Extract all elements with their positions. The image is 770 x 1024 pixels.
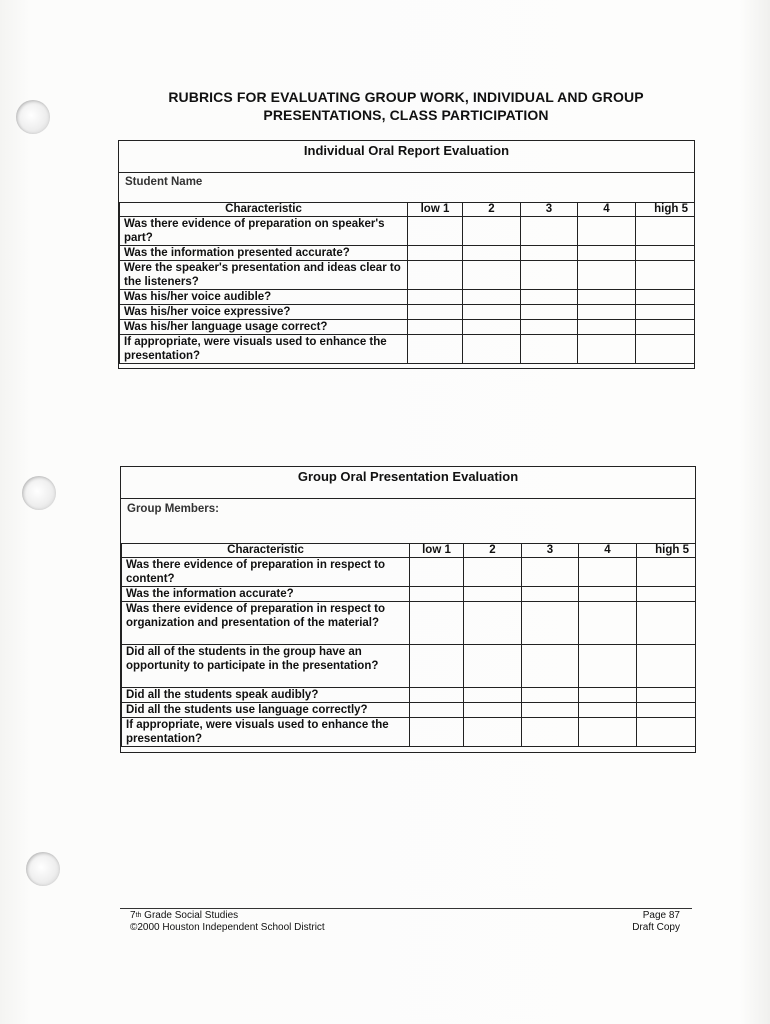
rating-cell-4[interactable] bbox=[579, 645, 637, 688]
rating-cell-1[interactable] bbox=[408, 217, 463, 246]
individual-evaluation-form bbox=[118, 140, 695, 369]
rating-cell-5[interactable] bbox=[637, 558, 696, 587]
rating-cell-5[interactable] bbox=[636, 290, 695, 305]
rating-cell-4[interactable] bbox=[578, 261, 636, 290]
rating-cell-2[interactable] bbox=[463, 335, 521, 364]
characteristic-cell: Was there evidence of preparation in respect to organization and presentation of the material? bbox=[122, 602, 410, 645]
rating-cell-2[interactable] bbox=[464, 688, 522, 703]
rating-cell-3[interactable] bbox=[522, 645, 579, 688]
table-row bbox=[120, 305, 695, 320]
group-evaluation-form bbox=[120, 466, 696, 753]
rating-cell-1[interactable] bbox=[408, 335, 463, 364]
rating-cell-2[interactable] bbox=[464, 558, 522, 587]
rating-cell-1[interactable] bbox=[408, 246, 463, 261]
rating-cell-2[interactable] bbox=[464, 645, 522, 688]
rating-cell-1[interactable] bbox=[410, 558, 464, 587]
rating-cell-1[interactable] bbox=[408, 261, 463, 290]
rating-cell-4[interactable] bbox=[578, 290, 636, 305]
footer-copyright: ©2000 Houston Independent School District bbox=[130, 922, 325, 933]
rating-cell-5[interactable] bbox=[637, 703, 696, 718]
rating-cell-1[interactable] bbox=[410, 587, 464, 602]
student-name-label: Student Name bbox=[125, 176, 203, 188]
table-row bbox=[122, 703, 696, 718]
column-header: Characteristic bbox=[122, 544, 410, 558]
table-row bbox=[122, 718, 696, 747]
rating-cell-2[interactable] bbox=[463, 261, 521, 290]
rating-cell-3[interactable] bbox=[522, 587, 579, 602]
table-row bbox=[120, 290, 695, 305]
characteristic-cell: Was his/her voice expressive? bbox=[120, 305, 408, 320]
individual-form-heading: Individual Oral Report Evaluation bbox=[303, 143, 510, 158]
rating-cell-4[interactable] bbox=[579, 602, 637, 645]
student-name-field[interactable] bbox=[219, 176, 688, 192]
rating-cell-4[interactable] bbox=[579, 558, 637, 587]
group-rubric-table bbox=[121, 543, 696, 747]
rating-cell-2[interactable] bbox=[463, 246, 521, 261]
table-row bbox=[122, 602, 696, 645]
page-title bbox=[0, 88, 770, 124]
column-header: low 1 bbox=[408, 203, 463, 217]
rating-cell-1[interactable] bbox=[410, 602, 464, 645]
characteristic-cell: If appropriate, were visuals used to enhance the presentation? bbox=[120, 335, 408, 364]
footer-right bbox=[632, 910, 680, 934]
rating-cell-2[interactable] bbox=[463, 217, 521, 246]
rating-cell-2[interactable] bbox=[464, 718, 522, 747]
column-header: Characteristic bbox=[120, 203, 408, 217]
rating-cell-5[interactable] bbox=[636, 305, 695, 320]
title-line-1: RUBRICS FOR EVALUATING GROUP WORK, INDIVIDUAL AND GROUP bbox=[168, 89, 644, 105]
column-header: 4 bbox=[579, 544, 637, 558]
characteristic-cell: Was his/her language usage correct? bbox=[120, 320, 408, 335]
characteristic-cell: Was there evidence of preparation on speaker's part? bbox=[120, 217, 408, 246]
rating-cell-4[interactable] bbox=[579, 587, 637, 602]
rating-cell-3[interactable] bbox=[522, 718, 579, 747]
rating-cell-4[interactable] bbox=[578, 305, 636, 320]
rating-cell-3[interactable] bbox=[521, 320, 578, 335]
rating-cell-5[interactable] bbox=[636, 217, 695, 246]
rating-cell-2[interactable] bbox=[464, 602, 522, 645]
table-row bbox=[120, 246, 695, 261]
characteristic-cell: Was there evidence of preparation in respect to content? bbox=[122, 558, 410, 587]
rating-cell-2[interactable] bbox=[463, 290, 521, 305]
table-header-row bbox=[122, 544, 696, 558]
rating-cell-3[interactable] bbox=[521, 305, 578, 320]
group-form-heading: Group Oral Presentation Evaluation bbox=[297, 469, 519, 484]
rating-cell-3[interactable] bbox=[521, 217, 578, 246]
column-header: low 1 bbox=[410, 544, 464, 558]
rating-cell-4[interactable] bbox=[579, 703, 637, 718]
table-header-row bbox=[120, 203, 695, 217]
rating-cell-3[interactable] bbox=[521, 246, 578, 261]
rating-cell-1[interactable] bbox=[410, 718, 464, 747]
characteristic-cell: Was the information accurate? bbox=[122, 587, 410, 602]
group-members-label: Group Members: bbox=[127, 503, 220, 515]
rating-cell-1[interactable] bbox=[410, 688, 464, 703]
column-header: high 5 bbox=[636, 203, 695, 217]
column-header: 3 bbox=[521, 203, 578, 217]
rating-cell-5[interactable] bbox=[636, 261, 695, 290]
rating-cell-5[interactable] bbox=[637, 602, 696, 645]
table-row bbox=[120, 320, 695, 335]
rating-cell-4[interactable] bbox=[578, 320, 636, 335]
rating-cell-4[interactable] bbox=[578, 246, 636, 261]
column-header: 3 bbox=[522, 544, 579, 558]
rating-cell-4[interactable] bbox=[578, 217, 636, 246]
rating-cell-1[interactable] bbox=[408, 320, 463, 335]
rating-cell-3[interactable] bbox=[521, 261, 578, 290]
rating-cell-4[interactable] bbox=[579, 718, 637, 747]
footer-left bbox=[130, 910, 325, 934]
rating-cell-2[interactable] bbox=[464, 703, 522, 718]
table-row bbox=[120, 261, 695, 290]
rating-cell-3[interactable] bbox=[522, 558, 579, 587]
rating-cell-5[interactable] bbox=[636, 335, 695, 364]
rating-cell-5[interactable] bbox=[637, 645, 696, 688]
table-row bbox=[120, 335, 695, 364]
divider bbox=[121, 498, 695, 499]
binder-hole-middle bbox=[22, 476, 56, 510]
rating-cell-5[interactable] bbox=[637, 587, 696, 602]
table-row bbox=[120, 217, 695, 246]
title-line-2: PRESENTATIONS, CLASS PARTICIPATION bbox=[263, 107, 549, 123]
characteristic-cell: Were the speaker's presentation and ideas clear to the listeners? bbox=[120, 261, 408, 290]
rating-cell-1[interactable] bbox=[408, 305, 463, 320]
group-members-field[interactable] bbox=[241, 503, 689, 519]
rating-cell-1[interactable] bbox=[408, 290, 463, 305]
characteristic-cell: If appropriate, were visuals used to enhance the presentation? bbox=[122, 718, 410, 747]
rating-cell-2[interactable] bbox=[463, 320, 521, 335]
rating-cell-5[interactable] bbox=[636, 246, 695, 261]
table-row bbox=[122, 688, 696, 703]
individual-rubric-table bbox=[119, 202, 695, 364]
rating-cell-5[interactable] bbox=[636, 320, 695, 335]
column-header: 4 bbox=[578, 203, 636, 217]
rating-cell-2[interactable] bbox=[463, 305, 521, 320]
rating-cell-3[interactable] bbox=[521, 335, 578, 364]
rating-cell-3[interactable] bbox=[521, 290, 578, 305]
table-row bbox=[122, 645, 696, 688]
column-header: high 5 bbox=[637, 544, 696, 558]
divider bbox=[119, 172, 694, 173]
draft-status: Draft Copy bbox=[632, 922, 680, 933]
rating-cell-4[interactable] bbox=[578, 335, 636, 364]
rating-cell-3[interactable] bbox=[522, 703, 579, 718]
characteristic-cell: Did all the students speak audibly? bbox=[122, 688, 410, 703]
rating-cell-1[interactable] bbox=[410, 703, 464, 718]
column-header: 2 bbox=[464, 544, 522, 558]
page-number: Page 87 bbox=[642, 910, 680, 921]
column-header: 2 bbox=[463, 203, 521, 217]
characteristic-cell: Did all of the students in the group have an opportunity to participate in the presentation? bbox=[122, 645, 410, 688]
rating-cell-3[interactable] bbox=[522, 688, 579, 703]
footer-divider bbox=[120, 908, 692, 909]
binder-hole-bottom bbox=[26, 852, 60, 886]
rating-cell-2[interactable] bbox=[464, 587, 522, 602]
table-row bbox=[122, 587, 696, 602]
rating-cell-1[interactable] bbox=[410, 645, 464, 688]
rating-cell-4[interactable] bbox=[579, 688, 637, 703]
rating-cell-5[interactable] bbox=[637, 718, 696, 747]
characteristic-cell: Did all the students use language correctly? bbox=[122, 703, 410, 718]
footer-course: 7th Grade Social Studies bbox=[130, 910, 239, 921]
table-row bbox=[122, 558, 696, 587]
rating-cell-5[interactable] bbox=[637, 688, 696, 703]
characteristic-cell: Was the information presented accurate? bbox=[120, 246, 408, 261]
rating-cell-3[interactable] bbox=[522, 602, 579, 645]
characteristic-cell: Was his/her voice audible? bbox=[120, 290, 408, 305]
